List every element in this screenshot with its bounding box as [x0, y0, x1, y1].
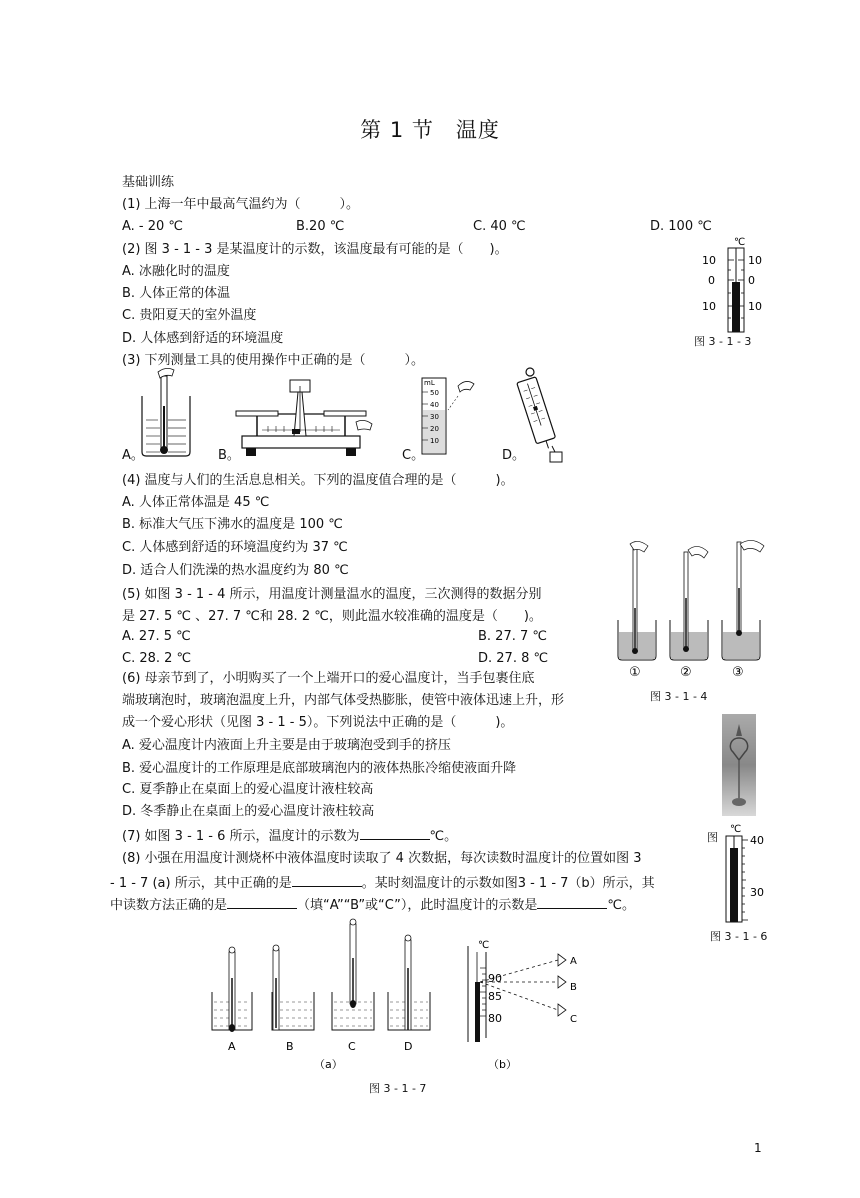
q8-answer-blank-2[interactable]: [227, 895, 297, 909]
fig7a-label-b: B: [286, 1040, 294, 1053]
thermo2-label-30: 30: [750, 886, 764, 899]
q2-option-d: D. 人体感到舒适的环境温度: [122, 331, 284, 346]
q5-option-d: D. 27. 8 ℃: [478, 651, 549, 666]
q7-stem: [122, 826, 457, 846]
thermo2-unit: ℃: [730, 824, 742, 835]
q5-option-b: B. 27. 7 ℃: [478, 629, 547, 644]
q1-option-a: A. - 20 ℃: [122, 219, 184, 234]
thermo-label-mid: 0: [708, 274, 715, 287]
figure-3-1-3-caption: 图 3 - 1 - 3: [694, 335, 752, 348]
q5-option-a: A. 27. 5 ℃: [122, 629, 191, 644]
cylinder-tick-30: 30: [430, 413, 439, 421]
q3-figure-d-spring-scale: [518, 366, 568, 466]
figure-3-1-6-caption: 图 3 - 1 - 6: [710, 930, 768, 943]
figure-3-1-7b-reading: [462, 938, 592, 1070]
thermo2-label-40: 40: [750, 834, 764, 847]
q3-option-a-label: A。: [122, 448, 144, 463]
fig7a-label-a: A: [228, 1040, 236, 1053]
section-heading: 基础训练: [122, 175, 175, 190]
figure-3-1-6-prefix: 图: [707, 831, 718, 844]
q8-stem-line3a: 中读数方法正确的是: [110, 898, 228, 913]
beaker-label-3: ③: [732, 665, 744, 680]
figure-3-1-5-heart-thermometer-photo: [722, 714, 756, 816]
fig7b-eye-b: B: [570, 982, 577, 993]
q8-answer-blank-1[interactable]: [292, 873, 362, 887]
figure-3-1-4-beakers: [612, 538, 772, 682]
q3-figure-a-beaker: [138, 366, 198, 458]
q6-stem-line2: 端玻璃泡时，玻璃泡温度上升，内部气体受热膨胀，使管中液体迅速上升，形: [122, 693, 565, 708]
q6-option-d: D. 冬季静止在桌面上的爱心温度计液柱较高: [122, 804, 375, 819]
cylinder-unit: mL: [424, 379, 435, 387]
fig7b-caption: （b）: [488, 1058, 517, 1071]
q4-option-d: D. 适合人们洗澡的热水温度约为 80 ℃: [122, 563, 349, 578]
q3-figure-c-cylinder: [418, 374, 486, 458]
fig7a-label-c: C: [348, 1040, 356, 1053]
q5-stem-line1: (5) 如图 3 - 1 - 4 所示，用温度计测量温水的温度，三次测得的数据分别: [122, 587, 542, 602]
thermo-label-bottom-right: 10: [748, 300, 762, 313]
q4-option-c: C. 人体感到舒适的环境温度约为 37 ℃: [122, 540, 348, 555]
q3-option-c-label: C。: [402, 448, 425, 463]
thermo-label-mid-right: 0: [748, 274, 755, 287]
cylinder-tick-40: 40: [430, 401, 439, 409]
q2-stem: (2) 图 3 - 1 - 3 是某温度计的示数，该温度最有可能的是（ )。: [122, 242, 508, 257]
q1-option-c: C. 40 ℃: [473, 219, 526, 234]
q2-option-c: C. 贵阳夏天的室外温度: [122, 308, 257, 323]
fig7b-eye-a: A: [570, 956, 577, 967]
q8-stem-line3b: （填“A”“B”或“C”），此时温度计的示数是: [297, 898, 538, 913]
fig7b-tick-80: 80: [488, 1012, 502, 1025]
q8-answer-blank-3[interactable]: [537, 895, 607, 909]
q7-stem-text: (7) 如图 3 - 1 - 6 所示，温度计的示数为: [122, 829, 360, 844]
q1-option-d: D. 100 ℃: [650, 219, 712, 234]
q8-stem-line2: [110, 873, 655, 893]
fig7b-eye-c: C: [570, 1014, 577, 1025]
q1-option-b: B.20 ℃: [296, 219, 345, 234]
cylinder-tick-20: 20: [430, 425, 439, 433]
eye-b-icon: [558, 976, 566, 988]
q4-option-b: B. 标准大气压下沸水的温度是 100 ℃: [122, 517, 343, 532]
q4-option-a: A. 人体正常体温是 45 ℃: [122, 495, 270, 510]
figure-3-1-3-thermometer: [696, 234, 776, 334]
q8-stem-line3c: ℃。: [607, 898, 635, 913]
q3-option-d-label: D。: [502, 448, 526, 463]
thermo-label-top: 10: [702, 254, 716, 267]
fig7a-caption: （a）: [314, 1058, 343, 1071]
thermo-label-top-right: 10: [748, 254, 762, 267]
fig7b-tick-90: 90: [488, 972, 502, 985]
q3-stem: (3) 下列测量工具的使用操作中正确的是（ ）。: [122, 353, 425, 368]
q8-stem-line3: [110, 895, 635, 915]
fig7b-tick-85: 85: [488, 990, 502, 1003]
page-number: 1: [754, 1141, 762, 1155]
thermo-unit: ℃: [734, 237, 746, 248]
cylinder-tick-10: 10: [430, 437, 439, 445]
page-title: 第 1 节 温度: [360, 118, 500, 142]
beaker-label-2: ②: [680, 665, 692, 680]
figure-3-1-7-caption: 图 3 - 1 - 7: [369, 1082, 427, 1095]
q5-stem-line2: 是 27. 5 ℃ 、27. 7 ℃和 28. 2 ℃，则此温水较准确的温度是（ )。: [122, 609, 542, 624]
q7-answer-blank[interactable]: [360, 826, 430, 840]
cylinder-tick-50: 50: [430, 389, 439, 397]
figure-3-1-4-caption: 图 3 - 1 - 4: [650, 690, 708, 703]
q8-stem-line2a: - 1 - 7 (a) 所示，其中正确的是: [110, 876, 292, 891]
q3-figure-b-balance: [232, 374, 377, 460]
q1-stem: (1) 上海一年中最高气温约为（ ）。: [122, 197, 360, 212]
q7-stem-unit: ℃。: [429, 829, 458, 844]
thermo-label-bottom: 10: [702, 300, 716, 313]
q5-option-c: C. 28. 2 ℃: [122, 651, 192, 666]
q4-stem: (4) 温度与人们的生活息息相关。下列的温度值合理的是（ )。: [122, 473, 514, 488]
fig7b-unit: ℃: [478, 940, 490, 951]
figure-3-1-7a-beakers: [210, 918, 450, 1071]
q2-option-b: B. 人体正常的体温: [122, 286, 231, 301]
eye-a-icon: [558, 954, 566, 966]
q8-stem-line2b: 。某时刻温度计的示数如图3 - 1 - 7（b）所示，其: [361, 876, 655, 891]
q8-stem-line1: (8) 小强在用温度计测烧杯中液体温度时读取了 4 次数据，每次读数时温度计的位置如图 3: [122, 851, 642, 866]
figure-3-1-6-thermometer: [716, 822, 776, 922]
q6-stem-line1: (6) 母亲节到了，小明购买了一个上端开口的爱心温度计，当手包裹住底: [122, 671, 535, 686]
q6-option-c: C. 夏季静止在桌面上的爱心温度计液柱较高: [122, 782, 374, 797]
q3-option-b-label: B。: [218, 448, 240, 463]
q6-option-b: B. 爱心温度计的工作原理是底部玻璃泡内的液体热胀冷缩使液面升降: [122, 761, 517, 776]
fig7a-label-d: D: [404, 1040, 413, 1053]
beaker-label-1: ①: [629, 665, 641, 680]
eye-c-icon: [558, 1004, 566, 1016]
q6-option-a: A. 爱心温度计内液面上升主要是由于玻璃泡受到手的挤压: [122, 738, 451, 753]
q6-stem-line3: 成一个爱心形状（见图 3 - 1 - 5）。下列说法中正确的是（ )。: [122, 715, 514, 730]
q2-option-a: A. 冰融化时的温度: [122, 264, 230, 279]
